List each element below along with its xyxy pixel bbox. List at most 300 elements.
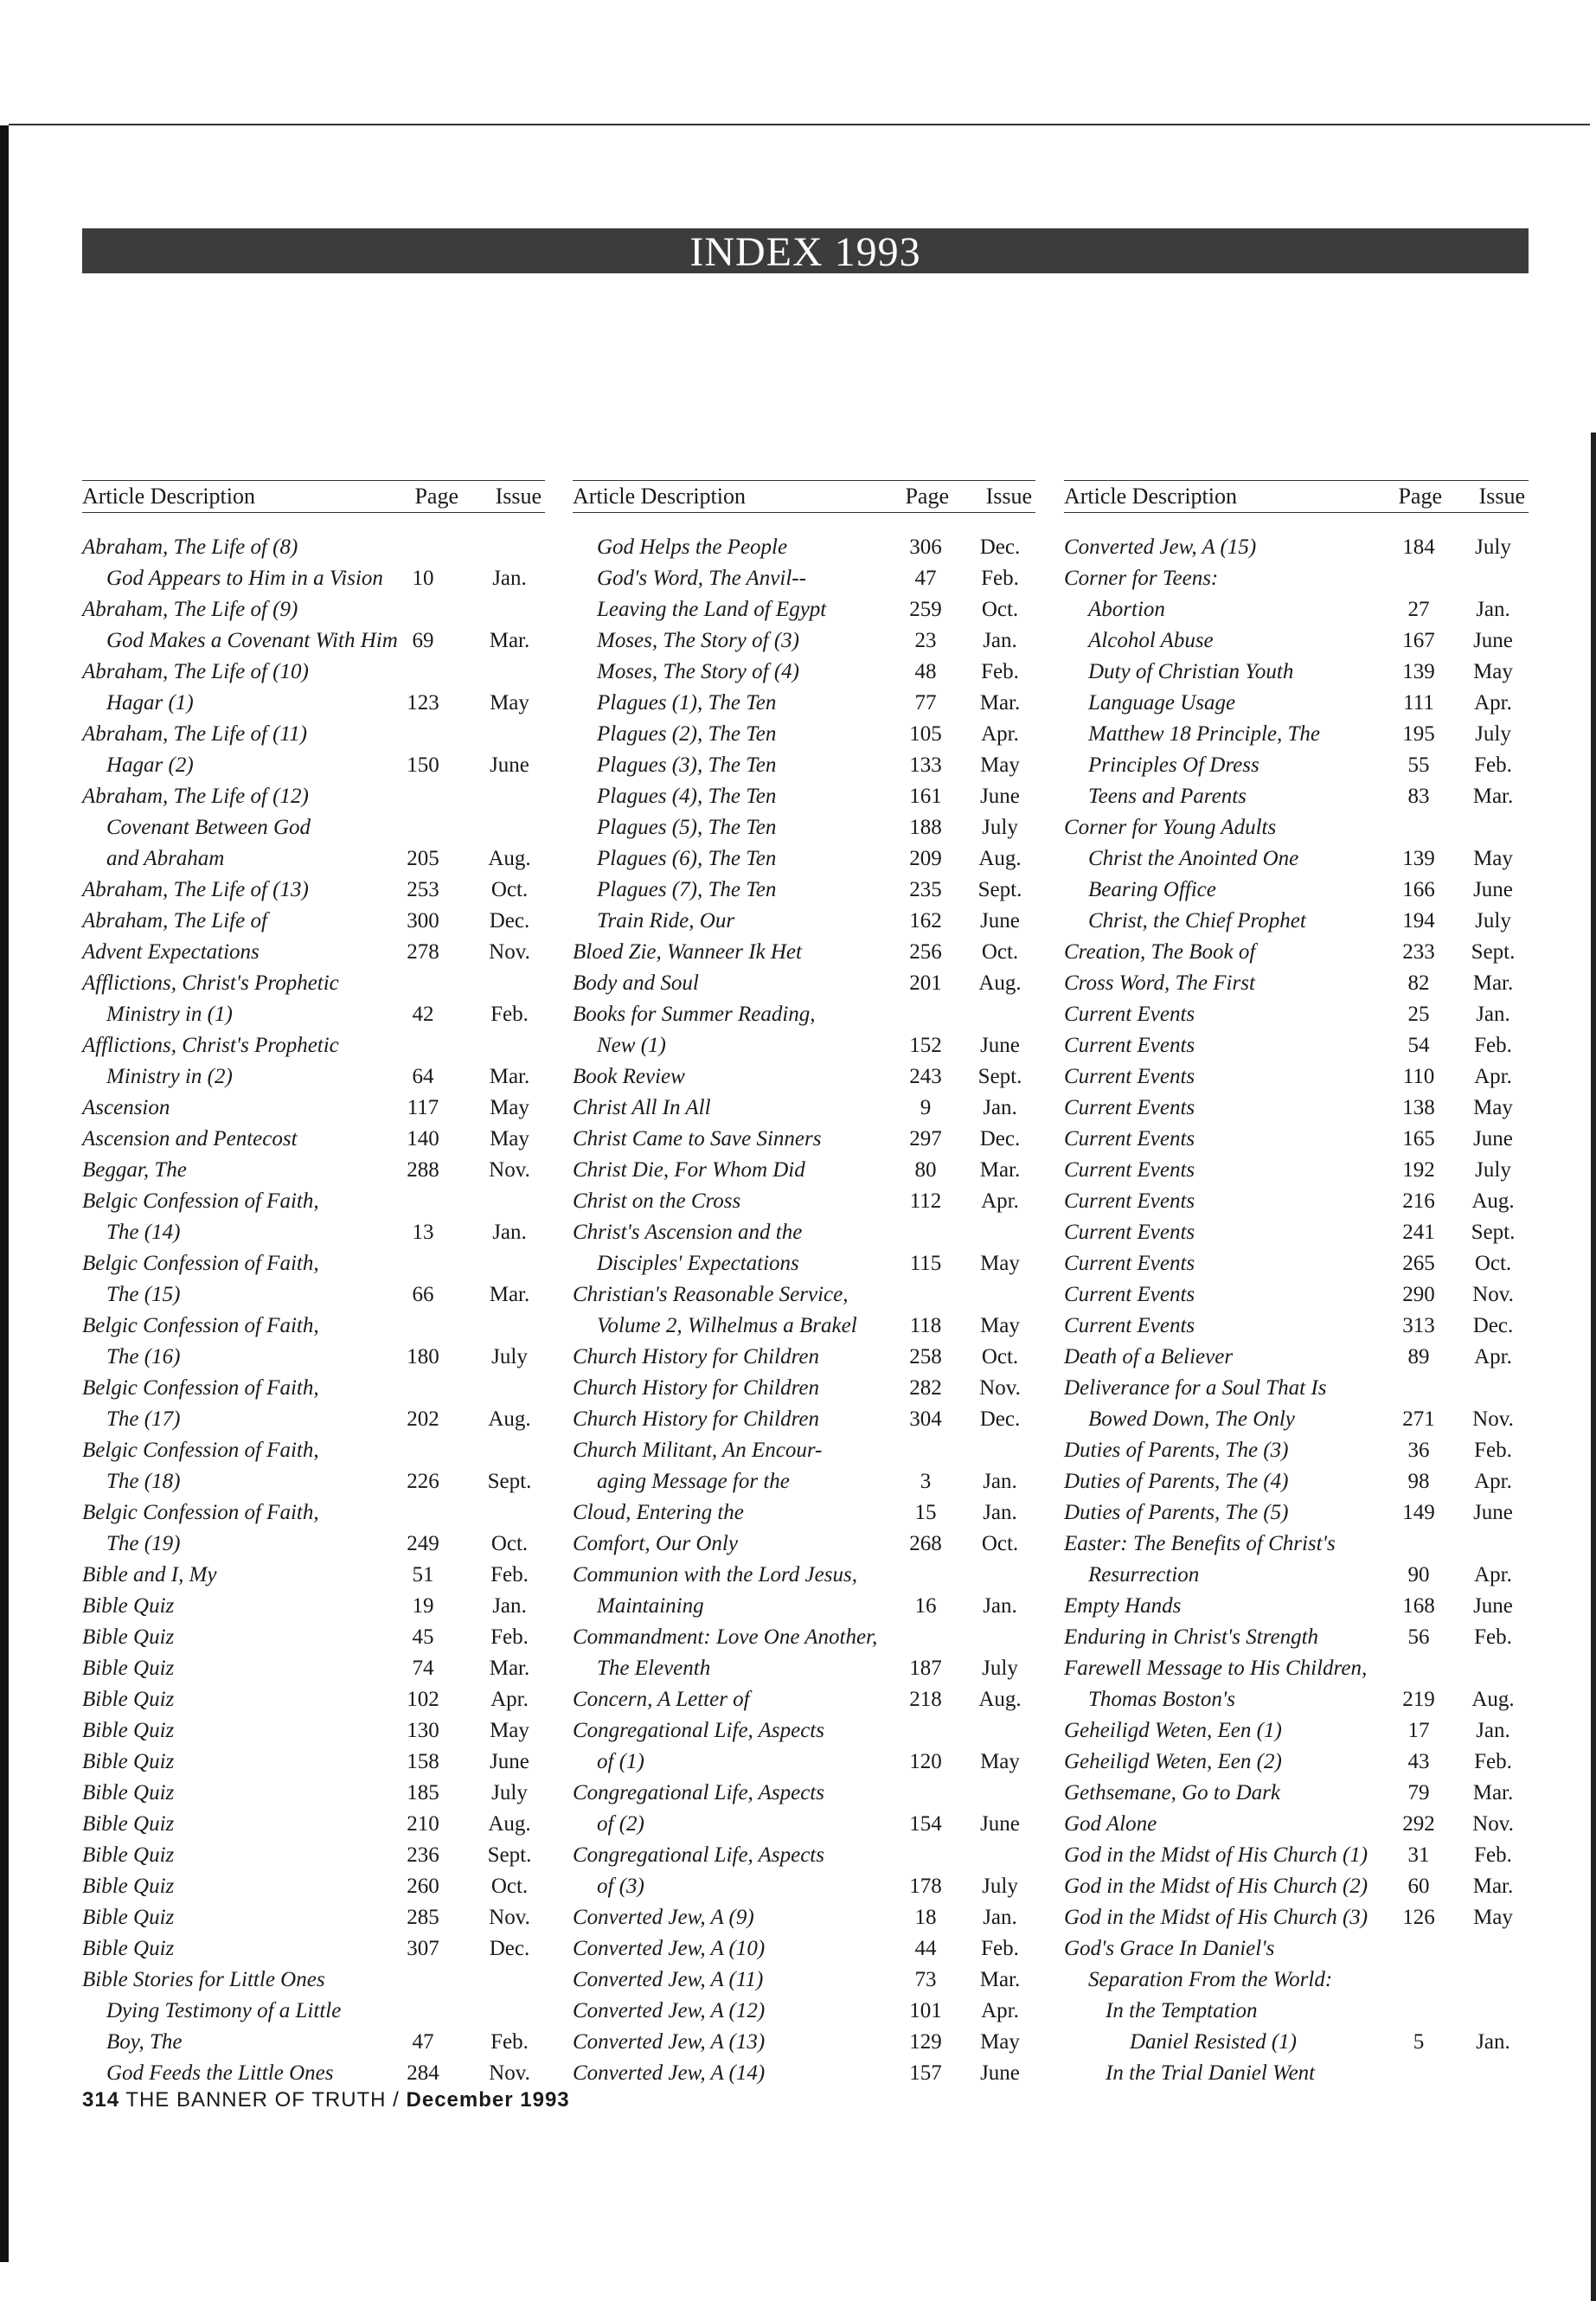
index-entry-row (1064, 657, 1529, 688)
entry-page: 17 (1407, 1719, 1430, 1742)
entry-issue: Apr. (1474, 691, 1512, 715)
entry-page: 82 (1407, 971, 1430, 995)
entry-page: 112 (909, 1189, 942, 1213)
index-entry-row (573, 968, 1035, 999)
entry-page: 69 (412, 629, 434, 652)
entry-page: 258 (909, 1345, 942, 1368)
entry-description: In the Trial Daniel Went (1106, 2061, 1316, 2085)
index-entry-row (573, 1684, 1035, 1715)
entry-issue: Dec. (979, 1127, 1021, 1150)
entry-issue: Mar. (1472, 1875, 1514, 1898)
index-entry-row (1064, 1965, 1529, 1996)
entry-page: 118 (909, 1314, 942, 1337)
entry-description: Maintaining (597, 1594, 704, 1618)
index-entry-row (82, 1809, 545, 1840)
entry-description: Moses, The Story of (4) (597, 660, 799, 683)
entry-page: 110 (1402, 1065, 1435, 1088)
entry-description: Ascension (82, 1096, 170, 1119)
index-entry-row (82, 625, 545, 657)
entry-issue: May (980, 2030, 1020, 2054)
entry-description: Plagues (3), The Ten (597, 753, 777, 777)
entry-description: Abraham, The Life of (12) (82, 785, 309, 808)
entry-page: 185 (407, 1781, 439, 1804)
index-column-3 (1064, 480, 1529, 2089)
entry-description: Bowed Down, The Only (1088, 1407, 1295, 1431)
entry-description: Bible Stories for Little Ones (82, 1968, 325, 1991)
index-entry-row (82, 1186, 545, 1217)
entry-description: Corner for Young Adults (1064, 816, 1277, 839)
entry-issue: Nov. (1472, 1812, 1514, 1836)
entry-description: Plagues (6), The Ten (597, 847, 777, 870)
entry-issue: Feb. (490, 1625, 529, 1649)
index-entry-row (1064, 688, 1529, 719)
entry-issue: Sept. (977, 1065, 1022, 1088)
entry-issue: Sept. (1471, 940, 1516, 964)
entry-description: God's Grace In Daniel's (1064, 1937, 1275, 1960)
entry-description: The Eleventh (597, 1657, 711, 1680)
entry-page: 139 (1402, 847, 1435, 870)
index-title-banner (82, 228, 1529, 273)
entry-issue: Apr. (981, 1999, 1019, 2022)
entry-description: Converted Jew, A (15) (1064, 535, 1257, 559)
index-entry-row (82, 1373, 545, 1404)
header-issue: Issue (1478, 484, 1525, 509)
entry-issue: May (980, 1750, 1020, 1773)
index-entry-row (82, 1902, 545, 1933)
index-entry-row (82, 1560, 545, 1591)
entry-description: aging Message for the (597, 1470, 790, 1493)
entry-description: The (18) (106, 1470, 181, 1493)
entry-issue: May (1473, 1096, 1513, 1119)
entry-description: Easter: The Benefits of Christ's (1064, 1532, 1336, 1555)
index-entry-row (82, 937, 545, 968)
entry-description: Christ Came to Save Sinners (573, 1127, 822, 1150)
index-entry-row (1064, 781, 1529, 812)
index-entry-row (1064, 1871, 1529, 1902)
entry-issue: Oct. (981, 1532, 1019, 1555)
entry-page: 210 (407, 1812, 439, 1836)
entry-issue: Feb. (1474, 1750, 1512, 1773)
index-entry-row (1064, 812, 1529, 843)
entry-issue: May (1473, 660, 1513, 683)
entry-page: 178 (909, 1875, 942, 1898)
entry-description: Language Usage (1088, 691, 1236, 715)
header-page: Page (414, 484, 458, 509)
index-entry-row (573, 1715, 1035, 1747)
entry-description: Boy, The (106, 2030, 183, 2054)
entry-description: Abraham, The Life of (9) (82, 598, 298, 621)
entry-description: Current Events (1064, 1283, 1195, 1306)
entry-issue: Jan. (1476, 1003, 1510, 1026)
entry-description: Church Militant, An Encour- (573, 1439, 823, 1462)
index-entry-row (82, 875, 545, 906)
entry-issue: Mar. (1472, 971, 1514, 995)
entry-page: 77 (914, 691, 937, 715)
entry-page: 209 (909, 847, 942, 870)
index-entry-row (573, 657, 1035, 688)
index-entry-row (82, 1093, 545, 1124)
index-entry-row (573, 1840, 1035, 1871)
entry-description: Alcohol Abuse (1088, 629, 1214, 652)
scan-left-edge (0, 125, 9, 2262)
entry-issue: Jan. (983, 1594, 1017, 1618)
entry-issue: Nov. (979, 1376, 1021, 1400)
entry-page: 236 (407, 1843, 439, 1867)
header-page: Page (905, 484, 949, 509)
entry-description: Hagar (2) (106, 753, 194, 777)
entry-page: 102 (407, 1688, 439, 1711)
index-entry-row (1064, 1248, 1529, 1279)
index-entry-row (1064, 1311, 1529, 1342)
index-entry-row (1064, 1373, 1529, 1404)
top-rule (9, 124, 1590, 125)
entry-description: Afflictions, Christ's Prophetic (82, 1034, 339, 1057)
entry-description: Geheiligd Weten, Een (2) (1064, 1750, 1282, 1773)
index-entries (1064, 532, 1529, 2089)
entry-description: Bible Quiz (82, 1719, 175, 1742)
entry-page: 253 (407, 878, 439, 901)
entry-description: Gethsemane, Go to Dark (1064, 1781, 1280, 1804)
entry-description: Beggar, The (82, 1158, 187, 1182)
entry-description: Plagues (1), The Ten (597, 691, 777, 715)
entry-issue: Aug. (978, 847, 1022, 870)
entry-issue: July (982, 1657, 1018, 1680)
entry-issue: Oct. (981, 940, 1019, 964)
entry-issue: Apr. (490, 1688, 529, 1711)
index-entry-row (82, 563, 545, 594)
entry-issue: May (980, 1314, 1020, 1337)
entry-issue: Feb. (981, 567, 1019, 590)
entry-page: 180 (407, 1345, 439, 1368)
index-entry-row (82, 1497, 545, 1529)
entry-description: Abortion (1088, 598, 1165, 621)
index-entry-row (573, 1747, 1035, 1778)
entry-issue: May (980, 753, 1020, 777)
entry-issue: Aug. (978, 971, 1022, 995)
index-entry-row (82, 1871, 545, 1902)
entry-page: 195 (1402, 722, 1435, 746)
entry-issue: Mar. (1472, 785, 1514, 808)
index-entry-row (573, 1591, 1035, 1622)
index-entry-row (573, 1279, 1035, 1311)
entry-page: 218 (909, 1688, 942, 1711)
entry-description: Covenant Between God (106, 816, 311, 839)
entry-page: 90 (1407, 1563, 1430, 1586)
index-entry-row (573, 688, 1035, 719)
entry-page: 31 (1407, 1843, 1430, 1867)
entry-description: Belgic Confession of Faith, (82, 1189, 319, 1213)
index-entry-row (1064, 999, 1529, 1030)
entry-page: 285 (407, 1906, 439, 1929)
column-header (82, 480, 545, 513)
index-entry-row (1064, 937, 1529, 968)
index-entry-row (1064, 1902, 1529, 1933)
entry-description: The (16) (106, 1345, 181, 1368)
entry-description: God Helps the People (597, 535, 788, 559)
entry-description: Plagues (5), The Ten (597, 816, 777, 839)
index-entry-row (573, 1560, 1035, 1591)
index-entry-row (573, 1871, 1035, 1902)
index-entry-row (82, 594, 545, 625)
entry-description: Bible Quiz (82, 1843, 175, 1867)
entry-issue: Nov. (489, 2061, 530, 2085)
entry-page: 45 (412, 1625, 434, 1649)
index-entry-row (573, 1996, 1035, 2027)
entry-page: 219 (1402, 1688, 1435, 1711)
entry-issue: Nov. (1472, 1283, 1514, 1306)
entry-issue: Apr. (1474, 1470, 1512, 1493)
entry-issue: Apr. (1474, 1563, 1512, 1586)
entry-issue: Feb. (1474, 1625, 1512, 1649)
entry-description: God in the Midst of His Church (3) (1064, 1906, 1368, 1929)
entry-issue: Dec. (979, 1407, 1021, 1431)
entry-page: 278 (407, 940, 439, 964)
index-entry-row (573, 1933, 1035, 1965)
entry-page: 282 (909, 1376, 942, 1400)
index-entry-row (573, 1404, 1035, 1435)
index-entry-row (1064, 1653, 1529, 1684)
index-entry-row (82, 1933, 545, 1965)
entry-issue: Mar. (489, 1657, 530, 1680)
footer-page-number: 314 (82, 2088, 120, 2112)
entry-page: 192 (1402, 1158, 1435, 1182)
index-entry-row (82, 1840, 545, 1871)
entry-issue: Apr. (981, 722, 1019, 746)
entry-issue: May (490, 1127, 529, 1150)
entry-description: Bible Quiz (82, 1781, 175, 1804)
entry-issue: June (980, 2061, 1020, 2085)
index-entry-row (1064, 1933, 1529, 1965)
entry-issue: Feb. (490, 2030, 529, 2054)
entry-issue: Feb. (1474, 1843, 1512, 1867)
index-entry-row (1064, 625, 1529, 657)
entry-description: Creation, The Book of (1064, 940, 1256, 964)
entry-description: Comfort, Our Only (573, 1532, 738, 1555)
entry-issue: Aug. (1471, 1688, 1515, 1711)
index-entry-row (82, 1591, 545, 1622)
entry-issue: Nov. (1472, 1407, 1514, 1431)
entry-issue: June (980, 909, 1020, 933)
entry-page: 123 (407, 691, 439, 715)
entry-issue: Dec. (1472, 1314, 1514, 1337)
entry-page: 64 (412, 1065, 434, 1088)
index-entry-row (82, 688, 545, 719)
entry-page: 25 (1407, 1003, 1430, 1026)
index-entry-row (573, 1030, 1035, 1061)
entry-description: Train Ride, Our (597, 909, 735, 933)
index-entry-row (1064, 594, 1529, 625)
entry-page: 292 (1402, 1812, 1435, 1836)
index-entry-row (1064, 1497, 1529, 1529)
entry-page: 260 (407, 1875, 439, 1898)
index-entry-row (1064, 1186, 1529, 1217)
index-entry-row (573, 1061, 1035, 1093)
entry-page: 140 (407, 1127, 439, 1150)
index-entry-row (1064, 1404, 1529, 1435)
entry-issue: July (982, 1875, 1018, 1898)
entry-issue: Mar. (489, 1065, 530, 1088)
index-entry-row (82, 999, 545, 1030)
header-issue: Issue (495, 484, 542, 509)
entry-page: 201 (909, 971, 942, 995)
entry-page: 74 (412, 1657, 434, 1680)
entry-description: Farewell Message to His Children, (1064, 1657, 1368, 1680)
entry-page: 43 (1407, 1750, 1430, 1773)
entry-description: Bible Quiz (82, 1812, 175, 1836)
entry-issue: June (980, 1812, 1020, 1836)
index-entry-row (573, 1217, 1035, 1248)
index-entry-row (573, 750, 1035, 781)
header-description: Article Description (1064, 484, 1237, 509)
entry-description: Bible Quiz (82, 1594, 175, 1618)
entry-page: 130 (407, 1719, 439, 1742)
entry-description: Duties of Parents, The (3) (1064, 1439, 1289, 1462)
index-entry-row (573, 1155, 1035, 1186)
entry-description: Christ's Ascension and the (573, 1221, 803, 1244)
entry-issue: Mar. (979, 691, 1021, 715)
entry-issue: Feb. (981, 660, 1019, 683)
entry-issue: June (1473, 1501, 1513, 1524)
index-entry-row (82, 2027, 545, 2058)
entry-issue: Jan. (1476, 1719, 1510, 1742)
entry-description: Daniel Resisted (1) (1130, 2030, 1298, 2054)
index-column-2 (573, 480, 1035, 2089)
entry-description: Bible Quiz (82, 1688, 175, 1711)
entry-issue: Sept. (487, 1843, 532, 1867)
index-entry-row (1064, 563, 1529, 594)
index-entry-row (573, 1466, 1035, 1497)
entry-page: 313 (1402, 1314, 1435, 1337)
index-entry-row (573, 532, 1035, 563)
entry-description: Current Events (1064, 1252, 1195, 1275)
entry-description: Ministry in (1) (106, 1003, 233, 1026)
index-entry-row (82, 812, 545, 843)
entry-issue: Sept. (1471, 1221, 1516, 1244)
entry-description: Current Events (1064, 1003, 1195, 1026)
entry-issue: May (490, 1719, 529, 1742)
entry-issue: Jan. (492, 567, 527, 590)
entry-description: Bible Quiz (82, 1906, 175, 1929)
entry-page: 158 (407, 1750, 439, 1773)
entry-description: God's Word, The Anvil-- (597, 567, 806, 590)
entry-page: 187 (909, 1657, 942, 1680)
index-entry-row (573, 1435, 1035, 1466)
entry-page: 18 (914, 1906, 937, 1929)
entry-page: 138 (1402, 1096, 1435, 1119)
index-entry-row (82, 719, 545, 750)
index-entry-row (573, 1093, 1035, 1124)
index-entry-row (1064, 1030, 1529, 1061)
entry-page: 167 (1402, 629, 1435, 652)
entry-description: Current Events (1064, 1221, 1195, 1244)
index-entry-row (573, 1342, 1035, 1373)
entry-description: God in the Midst of His Church (2) (1064, 1875, 1368, 1898)
entry-page: 216 (1402, 1189, 1435, 1213)
entry-description: of (1) (597, 1750, 644, 1773)
index-entry-row (573, 1809, 1035, 1840)
entry-issue: Mar. (979, 1158, 1021, 1182)
index-entry-row (573, 625, 1035, 657)
index-entry-row (573, 812, 1035, 843)
entry-description: Current Events (1064, 1034, 1195, 1057)
entry-issue: Feb. (1474, 1034, 1512, 1057)
entry-description: Converted Jew, A (13) (573, 2030, 766, 2054)
entry-page: 300 (407, 909, 439, 933)
page-title: INDEX 1993 (689, 229, 921, 275)
entry-description: Duty of Christian Youth (1088, 660, 1294, 683)
index-entry-row (573, 1124, 1035, 1155)
index-entry-row (573, 937, 1035, 968)
entry-description: Belgic Confession of Faith, (82, 1252, 319, 1275)
entry-issue: Jan. (1476, 2030, 1510, 2054)
entry-description: Church History for Children (573, 1345, 819, 1368)
index-entry-row (1064, 1093, 1529, 1124)
index-entry-row (82, 968, 545, 999)
entry-issue: Jan. (983, 1470, 1017, 1493)
entry-issue: Sept. (487, 1470, 532, 1493)
entry-issue: Mar. (979, 1968, 1021, 1991)
entry-issue: June (1473, 629, 1513, 652)
entry-description: Duties of Parents, The (5) (1064, 1501, 1289, 1524)
entry-page: 233 (1402, 940, 1435, 964)
entry-description: The (17) (106, 1407, 181, 1431)
entry-description: Church History for Children (573, 1376, 819, 1400)
entry-description: Enduring in Christ's Strength (1064, 1625, 1319, 1649)
index-entry-row (82, 1622, 545, 1653)
entry-description: Belgic Confession of Faith, (82, 1376, 319, 1400)
entry-page: 304 (909, 1407, 942, 1431)
entry-issue: June (980, 1034, 1020, 1057)
entry-description: New (1) (597, 1034, 666, 1057)
entry-description: God Alone (1064, 1812, 1157, 1836)
entry-issue: July (1475, 1158, 1511, 1182)
entry-page: 166 (1402, 878, 1435, 901)
entry-issue: Oct. (1474, 1252, 1512, 1275)
entry-description: Converted Jew, A (12) (573, 1999, 766, 2022)
index-entry-row (1064, 1840, 1529, 1871)
entry-issue: Aug. (488, 847, 531, 870)
index-entry-row (573, 2027, 1035, 2058)
index-entry-row (1064, 1435, 1529, 1466)
entry-page: 268 (909, 1532, 942, 1555)
entry-page: 249 (407, 1532, 439, 1555)
index-entry-row (573, 1311, 1035, 1342)
entry-issue: May (980, 1252, 1020, 1275)
entry-description: Abraham, The Life of (8) (82, 535, 298, 559)
index-entry-row (82, 1030, 545, 1061)
entry-page: 168 (1402, 1594, 1435, 1618)
entry-description: Converted Jew, A (14) (573, 2061, 766, 2085)
entry-issue: Oct. (490, 1875, 529, 1898)
index-entry-row (1064, 1124, 1529, 1155)
entry-page: 120 (909, 1750, 942, 1773)
entry-page: 47 (412, 2030, 434, 2054)
entry-description: Matthew 18 Principle, The (1088, 722, 1321, 746)
entry-page: 284 (407, 2061, 439, 2085)
entry-issue: July (491, 1345, 528, 1368)
entry-description: Separation From the World: (1088, 1968, 1333, 1991)
entry-description: Bloed Zie, Wanneer Ik Het (573, 940, 802, 964)
entry-issue: May (1473, 1906, 1513, 1929)
entry-description: Plagues (2), The Ten (597, 722, 777, 746)
entry-issue: Feb. (490, 1563, 529, 1586)
index-entry-row (573, 1248, 1035, 1279)
entry-description: Death of a Believer (1064, 1345, 1234, 1368)
entry-description: Ascension and Pentecost (82, 1127, 298, 1150)
entry-description: Cross Word, The First (1064, 971, 1255, 995)
entry-description: Volume 2, Wilhelmus a Brakel (597, 1314, 857, 1337)
entry-page: 54 (1407, 1034, 1430, 1057)
